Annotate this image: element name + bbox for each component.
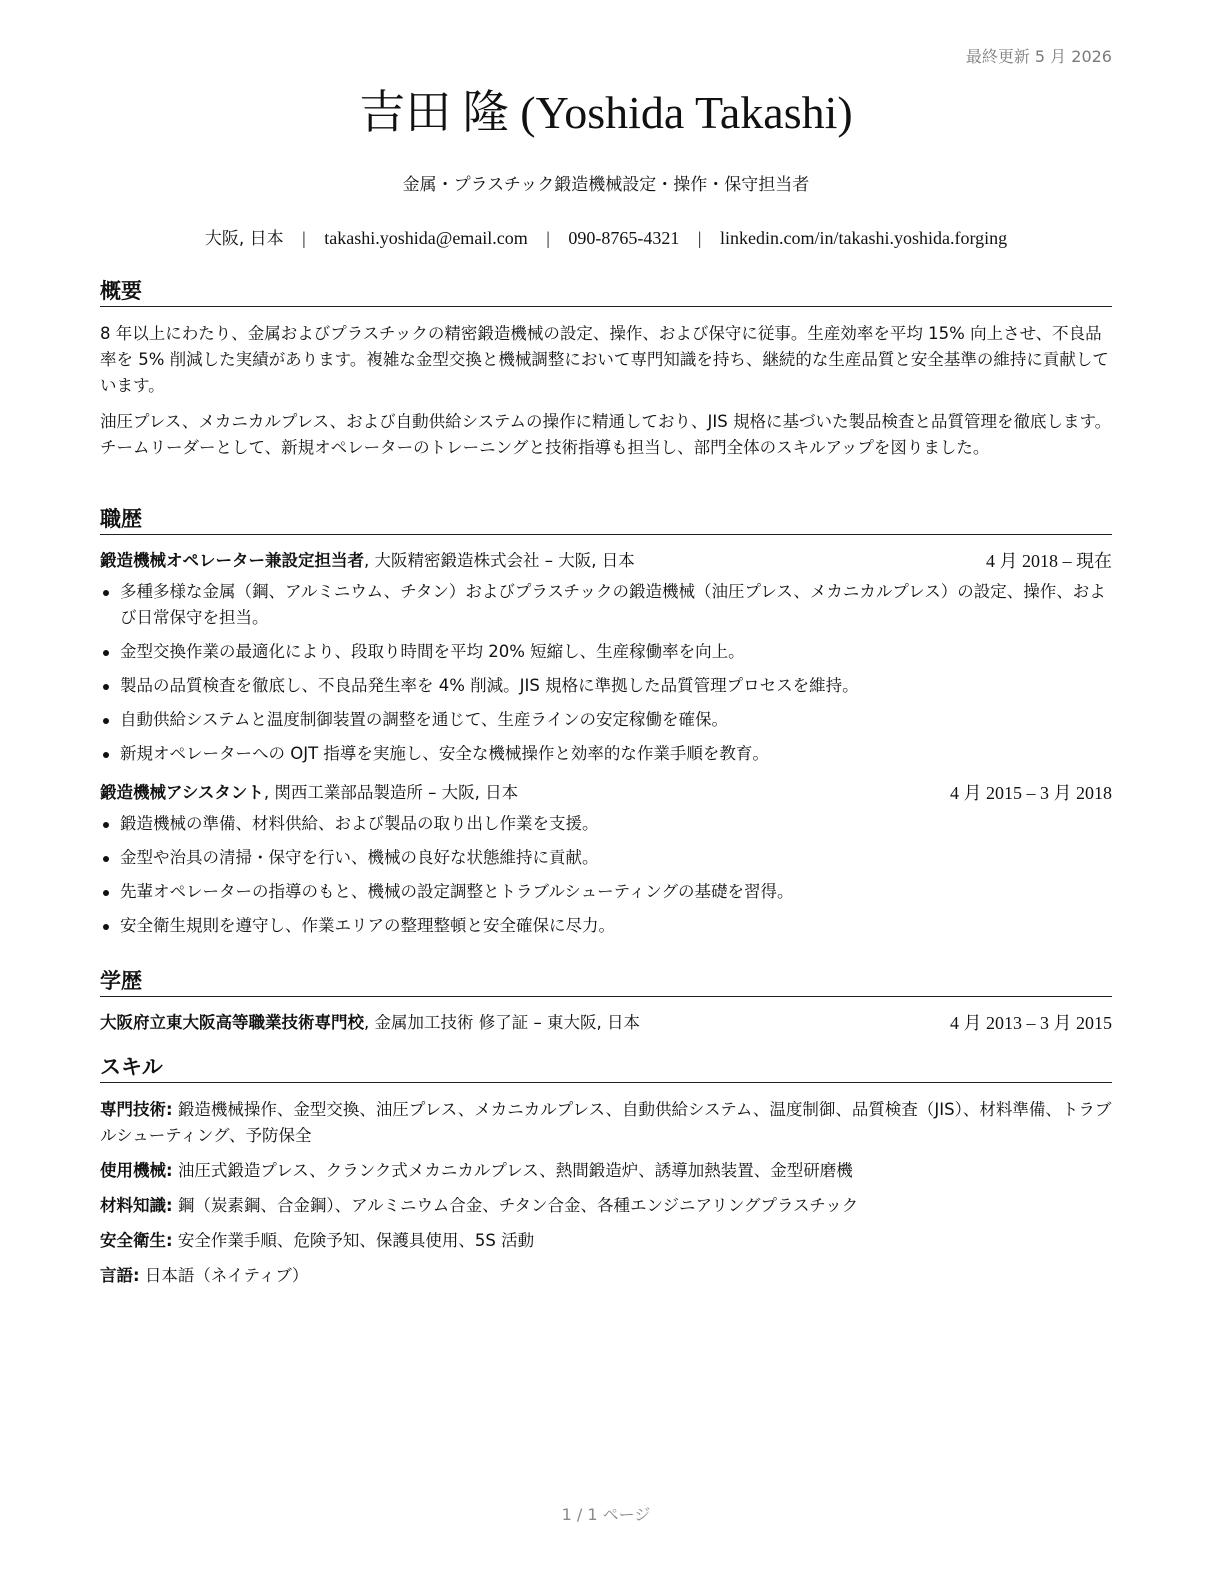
skill-row xyxy=(100,1097,1112,1149)
list-item: 自動供給システムと温度制御装置の調整を通じて、生産ラインの安定稼働を確保。 xyxy=(100,707,1112,733)
job-org: , 大阪精密鍛造株式会社 – 大阪, 日本 xyxy=(364,551,635,570)
contact-separator: | xyxy=(302,228,306,248)
last-updated: 最終更新 5 月 2026 xyxy=(965,47,1112,66)
job-position: 鍛造機械アシスタント xyxy=(100,783,264,802)
candidate-name: 吉田 隆 (Yoshida Takashi) xyxy=(359,87,853,138)
skill-key: 安全衛生: xyxy=(100,1231,173,1250)
skill-value: 日本語（ネイティブ） xyxy=(139,1266,309,1285)
skill-key: 材料知識: xyxy=(100,1196,173,1215)
section-title-summary: 概要 xyxy=(100,278,1112,307)
contact-separator: | xyxy=(697,228,702,248)
job-role: 金属・プラスチック鍛造機械設定・操作・保守担当者 xyxy=(402,175,810,195)
summary-paragraph: 8 年以上にわたり、金属およびプラスチックの精密鍛造機械の設定、操作、および保守に従事。生産効率を平均 15% 向上させ、不良品率を 5% 削減した実績があります。複雑な金型交換と機械調整において専門知識を持ち、継続的な生産品質と安全基準の維持に貢献しています。 xyxy=(100,324,1109,395)
section-title-experience: 職歴 xyxy=(100,506,1112,535)
skill-key: 使用機械: xyxy=(100,1161,173,1180)
list-item: 鍛造機械の準備、材料供給、および製品の取り出し作業を支援。 xyxy=(100,811,1112,837)
skill-key: 言語: xyxy=(100,1266,140,1285)
skill-key: 専門技術: xyxy=(100,1100,173,1119)
skill-value: 鋼（炭素鋼、合金鋼）、アルミニウム合金、チタン合金、各種エンジニアリングプラスチック xyxy=(172,1196,859,1215)
job-dates: 4 月 2015 – 3 月 2018 xyxy=(950,783,1112,803)
list-item: 安全衛生規則を遵守し、作業エリアの整理整頓と安全確保に尽力。 xyxy=(100,913,1112,939)
list-item: 製品の品質検査を徹底し、不良品発生率を 4% 削減。JIS 規格に準拠した品質管理プロセスを維持。 xyxy=(100,673,1112,699)
job-entry xyxy=(100,781,1112,939)
contact-separator: | xyxy=(546,228,550,248)
education-entry xyxy=(100,1011,1112,1035)
section-title-education: 学歴 xyxy=(100,968,1112,997)
job-dates: 4 月 2018 – 現在 xyxy=(986,551,1112,571)
job-org: , 関西工業部品製造所 – 大阪, 日本 xyxy=(263,783,519,802)
job-header xyxy=(100,781,1112,805)
school-name: 大阪府立東大阪高等職業技術専門校 xyxy=(100,1013,364,1032)
school-detail: , 金属加工技術 修了証 – 東大阪, 日本 xyxy=(364,1013,640,1032)
job-position: 鍛造機械オペレーター兼設定担当者 xyxy=(100,551,364,570)
list-item: 新規オペレーターへの OJT 指導を実施し、安全な機械操作と効率的な作業手順を教育。 xyxy=(100,741,1112,767)
page-footer: 1 / 1 ページ xyxy=(561,1505,651,1524)
contact-line xyxy=(100,224,1112,249)
list-item: 多種多様な金属（鋼、アルミニウム、チタン）およびプラスチックの鍛造機械（油圧プレス、メカニカルプレス）の設定、操作、および日常保守を担当。 xyxy=(100,579,1112,631)
summary-section xyxy=(100,278,1112,461)
contact-phone[interactable]: 090-8765-4321 xyxy=(568,228,680,248)
resume-page xyxy=(100,0,1112,1584)
job-bullets xyxy=(100,579,1112,767)
job-header xyxy=(100,549,1112,573)
job-title-line xyxy=(100,781,518,805)
skills-list xyxy=(100,1097,1112,1289)
skills-section xyxy=(100,1054,1112,1298)
list-item: 金型交換作業の最適化により、段取り時間を平均 20% 短縮し、生産稼働率を向上。 xyxy=(100,639,1112,665)
contact-location: 大阪, 日本 xyxy=(204,229,284,249)
list-item: 金型や治具の清掃・保守を行い、機械の良好な状態維持に貢献。 xyxy=(100,845,1112,871)
contact-email[interactable]: takashi.yoshida@email.com xyxy=(324,228,528,248)
education-line xyxy=(100,1011,640,1035)
skill-row xyxy=(100,1158,1112,1184)
job-bullets xyxy=(100,811,1112,939)
job-title-line xyxy=(100,549,635,573)
skill-value: 油圧式鍛造プレス、クランク式メカニカルプレス、熱間鍛造炉、誘導加熱装置、金型研磨機 xyxy=(172,1161,853,1180)
job-entry xyxy=(100,549,1112,767)
skill-value: 鍛造機械操作、金型交換、油圧プレス、メカニカルプレス、自動供給システム、温度制御、品質検査（JIS）、材料準備、トラブルシューティング、予防保全 xyxy=(100,1100,1112,1145)
skill-value: 安全作業手順、危険予知、保護具使用、5S 活動 xyxy=(172,1231,535,1250)
summary-paragraph: 油圧プレス、メカニカルプレス、および自動供給システムの操作に精通しており、JIS 規格に基づいた製品検査と品質管理を徹底します。チームリーダーとして、新規オペレーターのトレーニングと技術指導も担当し、部門全体のスキルアップを図りました。 xyxy=(100,412,1112,457)
contact-linkedin[interactable]: linkedin.com/in/takashi.yoshida.forging xyxy=(720,228,1008,248)
skill-row xyxy=(100,1263,1112,1289)
experience-section xyxy=(100,506,1112,947)
list-item: 先輩オペレーターの指導のもと、機械の設定調整とトラブルシューティングの基礎を習得。 xyxy=(100,879,1112,905)
education-dates: 4 月 2013 – 3 月 2015 xyxy=(950,1013,1112,1033)
skill-row xyxy=(100,1228,1112,1254)
education-section xyxy=(100,968,1112,1035)
section-title-skills: スキル xyxy=(100,1054,1112,1083)
skill-row xyxy=(100,1193,1112,1219)
